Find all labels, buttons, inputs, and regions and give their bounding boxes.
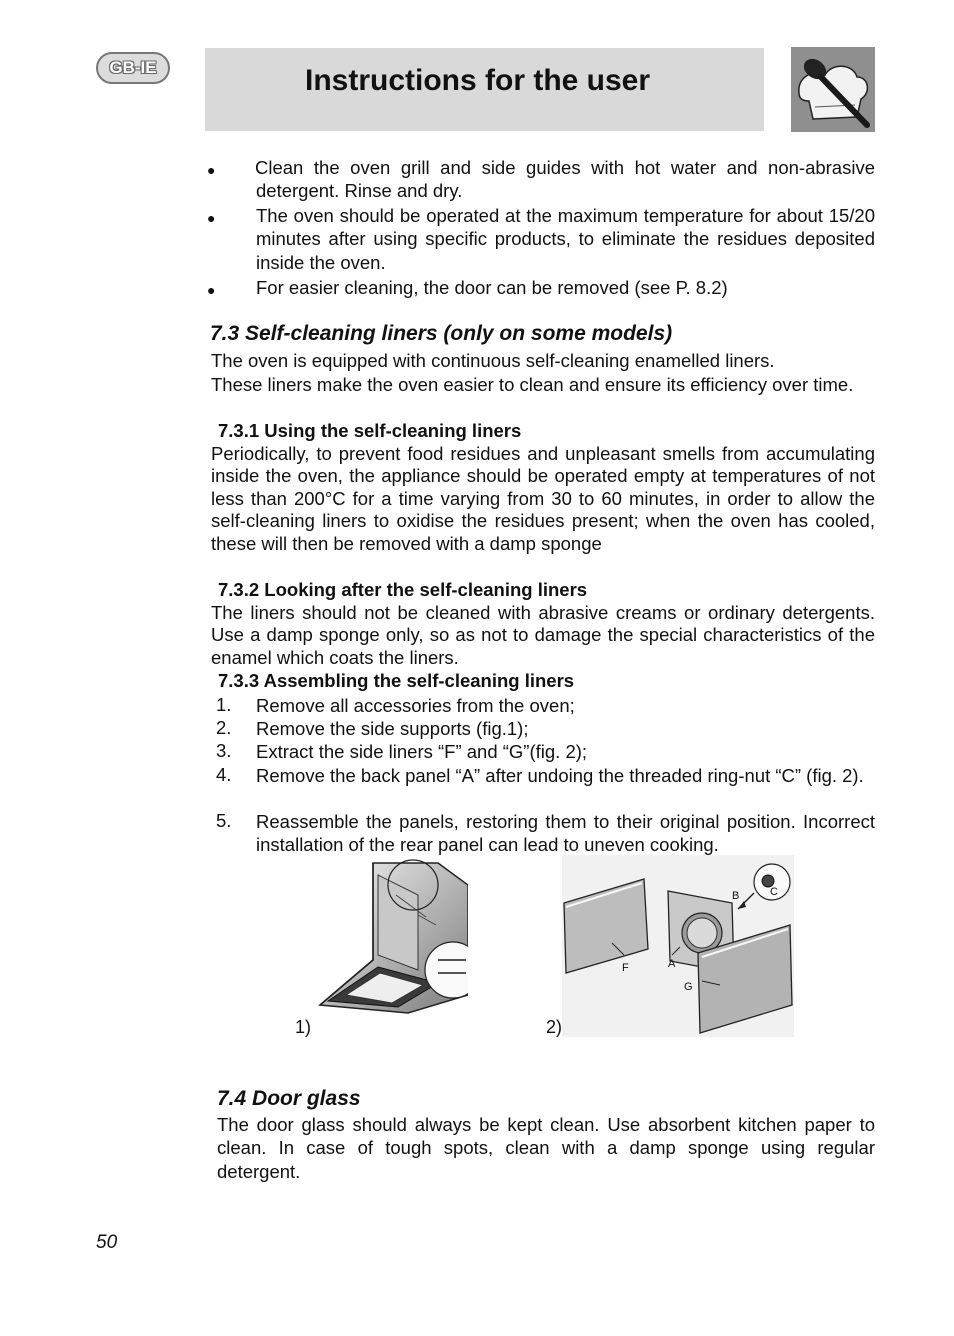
subsection-heading-7-3-2: 7.3.2 Looking after the self-cleaning liners: [218, 579, 588, 600]
subsection-heading-7-3-1: 7.3.1 Using the self-cleaning liners: [218, 420, 522, 441]
header-title-bar: [205, 48, 764, 131]
callout-a: A: [668, 958, 676, 970]
page-title: Instructions for the user: [305, 64, 651, 97]
step-number: 5.: [216, 810, 232, 831]
step-text: Remove the back panel “A” after undoing the threaded ring-nut “C” (fig. 2).: [256, 765, 864, 786]
language-badge: GB-IE: [96, 52, 170, 84]
section-heading-7-4: 7.4 Door glass: [217, 1087, 361, 1110]
page-number: 50: [96, 1232, 118, 1253]
bullet-text: The oven should be operated at the maximum temperature for about 15/20 minutes after using specific products, to eliminate the residues deposited inside the oven.: [256, 205, 875, 273]
bullet-icon: ●: [207, 210, 216, 226]
step-text: Remove all accessories from the oven;: [256, 695, 575, 716]
step-text: Reassemble the panels, restoring them to their original position. Incorrect installation of the rear panel can lead to uneven cooking.: [256, 811, 875, 856]
bullet-text: For easier cleaning, the door can be removed (see P. 8.2): [256, 277, 728, 298]
figure-2-liners-back-panel: [562, 855, 794, 1037]
figure-2-label: 2): [546, 1017, 563, 1037]
bullet-icon: ●: [207, 282, 216, 298]
bullet-text: Clean the oven grill and side guides with hot water and non-abrasive detergent. Rinse and dry.: [255, 157, 875, 202]
step-number: 1.: [216, 694, 232, 715]
figure-1-oven-side-supports: [318, 855, 468, 1015]
bullet-icon: ●: [207, 162, 216, 178]
callout-b: B: [732, 890, 740, 902]
section-heading-7-3: 7.3 Self-cleaning liners (only on some models): [210, 322, 673, 345]
figure-1-label: 1): [295, 1017, 312, 1037]
paragraph: The liners should not be cleaned with abrasive creams or ordinary detergents. Use a damp sponge only, so as not to damage the special characteristics of the enamel which coats the liners.: [211, 602, 875, 668]
subsection-heading-7-3-3: 7.3.3 Assembling the self-cleaning liners: [218, 670, 575, 691]
paragraph: Periodically, to prevent food residues and unpleasant smells from accumulating inside the oven, the appliance should be operated empty at temperatures of not less than 200°C for a time varying from 30 to 60 minutes, in order to allow the self-cleaning liners to oxidise the residues present; when the oven has cooled, these will then be removed with a damp sponge: [211, 443, 875, 554]
step-text: Extract the side liners “F” and “G”(fig. 2);: [256, 741, 588, 762]
step-text: Remove the side supports (fig.1);: [256, 718, 529, 739]
step-number: 4.: [216, 764, 232, 785]
callout-c: C: [770, 886, 778, 898]
step-number: 3.: [216, 740, 232, 761]
paragraph: The oven is equipped with continuous self-cleaning enamelled liners.: [211, 350, 775, 371]
callout-g: G: [684, 981, 693, 993]
spoon-chef-hat-icon: [791, 47, 875, 132]
paragraph: These liners make the oven easier to clean and ensure its efficiency over time.: [211, 374, 854, 395]
paragraph: The door glass should always be kept clean. Use absorbent kitchen paper to clean. In case of tough spots, clean with a damp sponge using regular detergent.: [217, 1114, 875, 1182]
step-number: 2.: [216, 717, 232, 738]
callout-f: F: [622, 962, 629, 974]
